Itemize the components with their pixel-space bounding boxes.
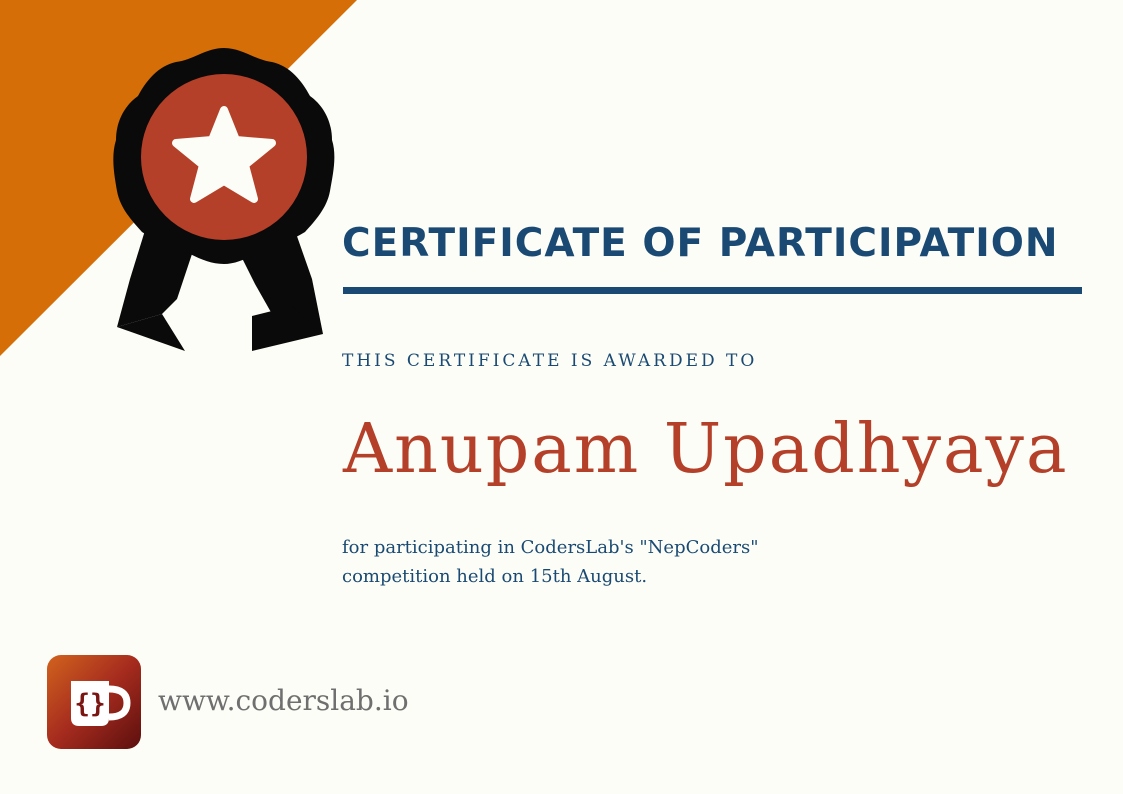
award-ribbon-badge (112, 44, 336, 356)
title-underline (343, 287, 1082, 294)
website-link[interactable]: www.coderslab.io (158, 684, 409, 717)
reason-line-2: competition held on 15th August. (342, 566, 648, 587)
recipient-name: Anupam Upadhyaya (343, 410, 1069, 489)
coderslab-logo (47, 655, 141, 749)
coffee-cup-icon (47, 655, 141, 749)
certificate-title: CERTIFICATE OF PARTICIPATION (342, 221, 1059, 266)
logo-braces: {} (74, 689, 106, 719)
reason-line-1: for participating in CodersLab's "NepCoders" (342, 537, 759, 558)
awarded-to-label: THIS CERTIFICATE IS AWARDED TO (342, 351, 758, 371)
participation-reason (342, 533, 902, 591)
